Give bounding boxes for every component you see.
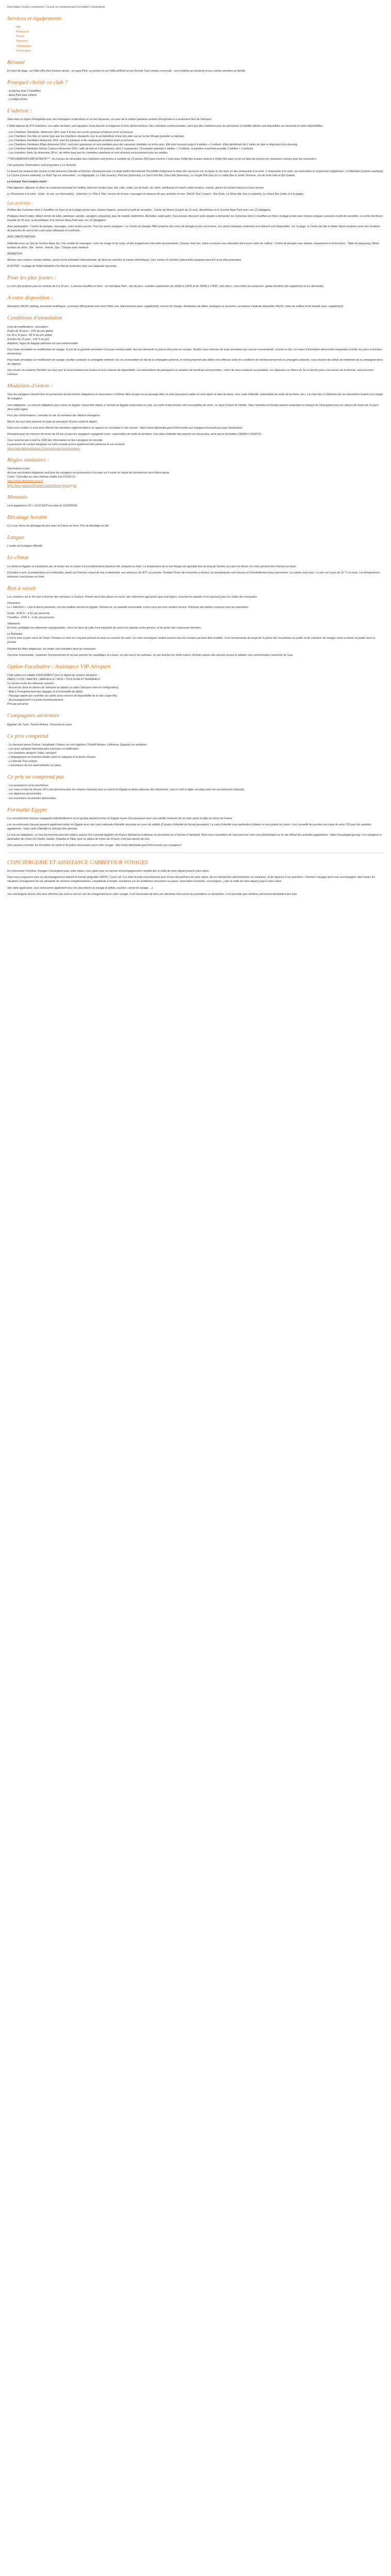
prixnecomprend-item: - Les assurances et les pourboires. [7, 784, 49, 788]
adresse-p6: Le beach bar propose des snacks et des boissons chaudes et fraîches. Restaurant avec un large buffet international. Possibilité d'organiser le dîner des vacances sur un repas le soir dans un des restaurants à la carte. 2 restaurants à la carte, sur réservation et moyennant supplément : Le Mandarin (cuisine asiatique), La Cucina (cuisine italienne), Le Roof Top sur réservation : Le Pappagallo, Le Café (snacks), Pool bar (boissons), Le Sun'n Fun Bar, Disco Bar (boissons), Le Jungle Pub (bar) et Le Lobby Bar et Jardin Terrasse. Jus de fruits frais et Bar Galerie. [7, 170, 384, 178]
formule-p1: Petit déjeuner, déjeuner et dîner au restaurant principal (en buffet), boissons locales (eau, thé, café, sodas, jus de fruits, vin, bière, spiritueux) et snacks selon horaires, snacks, glaces (à certains heures) et plus encore. [7, 187, 265, 190]
formalite-title: Formalité Egypte [7, 806, 47, 813]
prixcomprend-item: - La formule Tout compris. [7, 760, 39, 764]
climat-p2: D'octobre à avril, la température est confortable, tandis qu'il fait plus chaud de mai à septembre, aux alentours de 40°C en journée. Pendant l'hiver (de novembre à février), les températures sont douces et l'ensoleillement quasi permanent. Les pluies sont rares. La mer est à plus de 20 °C en hiver. Les températures nocturnes sont basses en hiver. [7, 571, 380, 579]
modalites-p4: Mercis de nous faire parvenir la copie du passeport 30 jours avant le départ. [7, 420, 97, 423]
horaire-p1: Il y a une heure de décalage de plus avec la France en hiver. Pas de décalage en été. [7, 524, 109, 528]
adresse-p1: Situé dans la région d'Hurghada avec ses montagnes multicolores et sa mer turquoise, au cœur de la station balnéaire animée d'Hurghada et à seulement 5km de l'aéroport. [7, 118, 213, 122]
services-list [7, 25, 384, 53]
modalites-link[interactable]: https://www.diplomatie.gouv.fr/fr/services-aux-francais/ariane/ [7, 447, 80, 451]
monnaie-p1: Livre égyptienne (1€ = 33,65 EGP à la date du 16/02/2024) [7, 504, 77, 507]
sanitaires-p1: Vaccinations à jour. [7, 467, 30, 471]
sanitaires-link[interactable]: https://www.diplomatie.gouv.fr/ [7, 480, 43, 483]
prixnecomprend-item: - Les visas et frais de dossier (25 € par personne pour les citoyens français) pour un transit en Egypte et devez disposer des documents, ceux-ci sont à régler sur place pour les ressortissants français). [7, 788, 245, 792]
activites-title: Les activités : [7, 200, 33, 206]
conditions-p2: Pour toute annulation ou modification de voyage, le prix de la garantie annulation n'est pas remboursable. Aucune demande ne pourra être prise en compte. Veuillez nous informer de toute annulation par courrier recommandé, courriel ou fax. Les dates d'annulation doivent être respectées (vérifier les jours et horaires d'ouverture). [7, 348, 383, 355]
service-item: · Restaurant [17, 30, 384, 34]
service-item: · Télévision [17, 39, 384, 43]
option-p5: Prix par personne [7, 703, 28, 706]
pourquoi-item: - Aqua Park pour enfants [7, 94, 37, 97]
option-p3: Ce service inclus les éléments suivants : [7, 682, 56, 685]
option-title: Option Facultative : Assistance VIP Aéroport [7, 663, 111, 670]
conditions-p3: Pour toute annulation ou modification de voyage, veuillez contacter la compagnie aérienne. En cas d'annulation du fait de la compagnie aérienne, le remboursement des billets sera effectué selon les conditions de remboursement de la compagnie aérienne, sous réserve des délais de traitement de la compagnie et/ou de l'agence. [7, 358, 383, 366]
conciergerie-p3: Voir votre application, vous retrouverez également tous vos documents de voyage (e-billets, voucher, carnet de voyage, ...). [7, 886, 154, 890]
sanitaires-title: Règles sanitaires : [7, 457, 50, 464]
services-title: Services et équipements [7, 15, 62, 22]
conditions-item: De 30 à 15 jours : 85 % du prix global [7, 333, 52, 337]
formalite-p2: Les ressortissants français peuvent également entrer en Egypte avec une carte nationale d'identité sécurisée en cours de validité (2 photos d'identité de format passeport). La carte d'identité vous permettra d'obtenir un visa gratuit sur place. Il est conseillé de prendre une copie de votre CNI pour les autorités égyptiennes. Votre carte d'identité ne doit pas être périmée. [7, 823, 371, 831]
sanitaires-link[interactable]: https://www.pasteur.fr/fr/centre-medical/fiches-pays/egypte [7, 484, 77, 487]
modalites-title: Modalités d'entrée : [7, 383, 53, 389]
dispo-title: A votre disposition : [7, 295, 53, 301]
prixcomprend-item: - Les transferts aéroport / hôtel / aéroport. [7, 751, 57, 755]
pourquoi-item: - Le plage privée [7, 98, 27, 101]
conditions-title: Conditions d'annulation [7, 315, 62, 321]
formalite-p4: Vous pouvez consulter les formalités de santé et de police nécessaires pour votre voyage : http://www.diplomatie.gouv.fr/fr/conseils-aux-voyageurs/ [7, 844, 182, 848]
pourquoi-title: Pourquoi choisir ce club ? [7, 79, 68, 86]
service-item: · Piscine [17, 35, 384, 39]
activites-p3: Avec participation : Centre de plongée, massages, soins et plus encore. Pour les sports nautiques : Le Centre de plongée PADI propose des cours de plongée et des excursions. Les sports nautiques motorisés et le kitesurf sont disponibles. Sur la plage, le Centre de Kite et Water Sports propose aussi des locations de planches de surf et des cours pour débutants et confirmés. [7, 225, 380, 233]
option-p2: PARIS / LYON / NANTES / MARSEILLE / NICE / TOULOUSE ET BORDEAUX [7, 677, 101, 681]
dispo-p1: Réception 24h/24, parking, personnel multilingue, connexion Wifi gratuite dans tout l'hôtel, taxi, blanchisserie (avec supplément), service de change, distributeur de billets, boutiques et souvenirs, assistance médicale disponible 24h/24, salon de coiffure et de beauté (avec supplément). [7, 305, 344, 309]
bonasavoir-p4: Guide : EUR 4 – à 5/j. par personne [7, 612, 50, 616]
option-p4: - Accueil du client en dehors de l'aéroport au départ (ou dans l'aéroport selon la configuration), - Aide à l'enregistrement des bagages et à la formalité de dépôt, - Passage rapide aux contrôles de sûreté (sous réserve de disponibilité de la voie coupe-file), - Accompagnement à la porte d'embarquement. [7, 686, 119, 702]
prixcomprend-item: - Les taxes aéroport internationales soumises à modification. [7, 747, 79, 751]
activites-p2: Pratiquez beach-volley, billard, tennis de table, pétanque, aérobic, aquagym, ping-pong, jeux de société, badminton, fléchettes, water-polo. Vous pouvez découvrir votre équipe à demander, les 6 piscines dont 2 chauffées en hiver, la plage privée avec chaises longues, parasols et prêt de serviettes, le centre de fitness (à partir de 16 ans), la discothèque et le Sunrise Aqua Park avec ses 12 toboggans. [7, 215, 383, 223]
page [0, 0, 391, 911]
conciergerie-p4: Vos conciergerie devrez être tenu informée par mail ou sms en cas de changement pour votre voyage. Il est nécessaire de faire une demande d'accord et les prestations ou demandes, il est possible que certaines personnes demandent des frais. [7, 892, 298, 896]
monnaie-title: Monnaie [7, 494, 28, 500]
resume-text: En bord de plage, cet hôtel offre bien d'autres atouts : un aqua Park, un portant et son hôtel artificiel et une formule Tout compris conviviale : une invitation au farniente et aux soirées animées en famille. [7, 69, 246, 73]
conditions-p4: Vos circuits et croisières (fondées ou non) pour le recouvrement une avance et sous réserve de disponibilité. Les réservations de participants en situation de handicap sont possibles ; merci de nous contacter au préalable. Les déjeuners ou dîners du 1er et dernier jours sont exclus de la formule, sauf précision contraire. [7, 369, 374, 377]
activites-p1: Profitez des 6 piscines dont 2 chauffées en hiver et de la plage privée avec chaises longues, parasols et prêt de serviettes ; Centre de fitness (à partir de 16 ans), discothèque et le Sunrise Aqua Park avec ses 12 toboggans. [7, 209, 271, 212]
adresse-p5: Une quinzaine d'animations sont proposées à La Veranda. [7, 164, 77, 167]
bonasavoir-p5: Chauffeur : EUR 3 – à 5/j. par personne [7, 616, 55, 620]
activites-p8: A NOTER : La plage de l'hôtel bénéficie d'un filet de protection pour une baignade sécurisée. [7, 264, 118, 268]
top-note: Description Croyzic compromé / Ce prix ne comprend pas Formalités Conciergerie [7, 6, 105, 9]
modalites-p8: La personne de contact désignée sur votre compte pourra également être prévenue le cas échéant. [7, 443, 125, 446]
prixcomprend-title: Ce prix comprend [7, 733, 48, 739]
modalites-p7: Vous recevrez par e-mail ou SMS des informations et des consignes de sécurité. [7, 438, 103, 442]
bonasavoir-p7: En hiver, privilégiez les vêtements superposables. Dans les lieux de culte il est important de couvrir les épaules et les genoux, et de porter des chaussures fermées. [7, 626, 202, 630]
bonasavoir-title: Bon à savoir [7, 585, 37, 591]
climat-p1: Le climat en Egypte se caractérise par un temps sec et chaud. Il est extrêmement chaud en été, tempéré en hiver. La température de la mer Rouge est agréable tout au long de l'année, au cœur du désert, les nuits peuvent être fraîches en hiver. [7, 565, 297, 568]
activites-p6: ANIMATION : [7, 252, 24, 256]
prixnecomprend-item: - Les excursions ou activités optionnelles. [7, 796, 57, 800]
prixcomprend-item: - L'assistance de nos représentants sur place. [7, 764, 62, 768]
climat-title: Le climat [7, 554, 29, 561]
modalites-p6: Passeport pour les mineurs de moins de 18 ans et pour les voyageurs voyageant seuls : autorisation de sortie du territoire. Une pièce d'identité des parents est nécessaire, ainsi que le formulaire CERFA n°15646*01. [7, 432, 262, 436]
conciergerie-p2: Nous vous proposons ainsi un accompagnement attentif et humain (joignable 24h/24, 7 jours sur 7) à votre écoute exclusivement pour le bon déroulement de votre séjour, de vos démarches administratives ou sanitaires, et de réponse à vos questions. Carrefour Voyages peut vous accompagner dans toutes les situations (changement de vol, demande de services complémentaires, complétude à remplir, assistance sur les problèmes rencontrés sur place, réservation d'activités, conciergerie...) dès la veille de votre départ jusqu'à votre retour. [7, 876, 376, 884]
conditions-item: Frais de modifications / annulation : [7, 325, 50, 329]
bonasavoir-p10: Pendant les fêtes religieuses, les visites sont interdites dans les mosquées. [7, 647, 97, 651]
prixnecomprend-item: - Les dépenses personnelles. [7, 792, 42, 796]
activites-p7: Animez vous soirées comme enfants, autour d'une animation internationale, de diverses activités et soirées thématiques. Des soirées et activités optionnelles payantes peuvent aussi être proposées. [7, 258, 242, 262]
bonasavoir-p2: Pourboires [7, 601, 21, 605]
bonasavoir-p8: Le Ramadan [7, 633, 23, 636]
sanitaires-p2: Aucune vaccination obligatoire sauf pour les voyageurs en provenance d'un pays où il existe un risque de transmission de la fièvre jaune. [7, 471, 170, 475]
formalite-p1: Les ressortissants français voyageant individuellement ou en groupe peuvent entrer en Egypte munis d'un passeport avec une validité minimum de six mois après la date de retour en France. [7, 817, 233, 820]
service-item: · Wifi [17, 25, 384, 29]
conciergerie-p1: En choisissant Carrefour Voyages Conciergerie pour votre séjour, vous optez pour un service d'accompagnement complet dès la veille de votre départ jusqu'à votre retour. [7, 870, 210, 873]
enfants-title: Pour les plus jeunes : [7, 274, 57, 281]
conditions-item: A plus de 30 jours : 10% du prix global [7, 329, 53, 333]
pourquoi-item: - le plumes dont 2 chauffées [7, 90, 41, 93]
horaire-title: Décalage horaire [7, 514, 47, 520]
activites-p4: AVEC PARTICIPATION : [7, 235, 37, 239]
prixnecomprend-title: Ce prix ne comprend pas [7, 774, 64, 781]
prixcomprend-item: - L'hébergement en chambre double selon la catégorie et la durée choisies. [7, 755, 97, 759]
bonasavoir-p3: Le « bakchich », c'est-à-dire le pourboire, est une tradition ancrée en Egypte. Donnez-en, en quantité raisonnable, à tous ceux qui vous rendent service. Prévoyez des petites coupures pour les pourboires. [7, 606, 249, 609]
bonasavoir-p9: C'est le mois le plus sacré de l'islam. Pendant ce mois les croyants jeûnent du lever au coucher du soleil. Les sites touristiques restent ouverts mais les horaires peuvent être modifiés. Il est recommandé de respecter le jeûne des musulmans en public et de s'abstenir de manger, boire ou fumer en public dans la journée. [7, 637, 375, 645]
modalites-p2: Visa obligatoire : Le visa est obligatoire pour entrer en Egypte. Il peut être obtenu à l'arrivée en Egypte moyennant un coût. Les tarifs et documents sont susceptibles de varier. Le Sinaï (Charm El Cheikh, Taba, Nuweiba et Dahab) requiert seulement un tampon du Sinaï gratuit pour les séjours de moins de 15 jours dans cette région. [7, 403, 379, 411]
formule-title: La formule Tout compris inclut : [7, 180, 48, 184]
service-item: · Conciergerie [17, 49, 384, 53]
bonasavoir-p6: Vêtements [7, 622, 20, 626]
bonasavoir-p1: Les croisières sur le Nil sont à réserver des semaines à l'avance. Prévoir aussi des pièces en euros, des vêtements appropriés (pas trop légers, couvrant les épaules et les genoux) pour les visites des mosquées. [7, 595, 258, 599]
activites-p5: Détendez-vous au Spa de Sunrise Aqua Joy. Une variété de massages, soins de visage et du corps, et des programmes bien-être personnalisés. Saunas, bain turc, bains à remous vous attendent ainsi qu'un salon de coiffure ; Centre de plongée avec bateau, équipement et instructeurs ; Table de ping-pong, billard, location de vélos ; Bar ; tennis ; laverie. Spa ; Clinique avec médecin. [7, 242, 380, 249]
enfants-p1: Le mini club propose pour les enfants de 4 à 12 ans : 1 piscine chauffée en hiver : un mini Aqua Park ; aire de jeux : activités supervisées de 10h00 à 12h30 et de 15h00 à 17h00 ; mini disco ; coin enfant au restaurant ; garde d'enfants (en supplément et sur demande). [7, 285, 324, 289]
conditions-item: A moins de 15 jours : 100 % du prix [7, 337, 50, 341]
prixcomprend-item: - Le transport aérien France / Hurghada / France sur vols réguliers (Turkish Airlines, Lufthansa, Egyptair) ou similaires. [7, 743, 148, 747]
formule-p2: Le Restaurant à la carte : (suite : le soir, sur réservation) - Sélection, Le Tête à Tête, service de lessive, massages et séances de spa, activités en mer. 24h/24 Tout Compris : Bar Kuba, Le Dôme Bar (bar à cocktails), Le Snack Bar (cafés et à la plage). [7, 193, 304, 196]
conciergerie-title: CONCIERGERIE ET ASSISTANCE CARREFOUR VOYAGES [7, 859, 148, 866]
option-p1: Cette option est valable UNIQUEMENT pour le départ de certains aéroports : [7, 673, 99, 677]
adresse-p3: - Les Chambres Standards, dimension 32m² avec 4 lit bay vers ou les jumeaux et balcon privé ou terrasse. - Les Chambres Vue Mer en même type que les chambres standards, leur le est bénéficier d'une très jolie vue sur la mer Rouge (partielle ou latérale). - Les Chambres Familiales dimension 32m² avec lits jumeaux et lits superposés et balcon privé ou terrasse. - Les Chambres Familiales Méga dimension 52m², sont plus spacieuses et sont parfaites pour des vacances familiales ou entre amis. Elle peut recevoir jusqu'à 4 adultes + 2 enfants. Elles bénéficient de 2 salles de bain et disposent d'un dressing. - Les Chambres familiales Deluxe 2 pièces dimension 50m², salle de bain et 4 lits jumeaux, dont 2 superposés. Occupation optimale 2 adultes + 2 enfants, occupation maximale possible 3 adultes + 2 enfants). - Les chambres Swim Up dimension 34 m², de même type que les chambres standards et sont réservés exclusivement pour les adultes. [7, 130, 298, 155]
bonasavoir-p11: Tourisme responsable : respecter l'environnement et ne pas prendre de coquillages ou coraux, ne pas nourrir les animaux, ne pas toucher les fonds marins. Acheter auprès des artisans locaux et adopter une consommation raisonnée de l'eau. [7, 653, 294, 657]
formalite-p3: Le visa est obligatoire. Le visa de tourisme peut être obtenu auprès d'un consulat égyptien en France (démarche à déposer en personne) ou à l'arrivée à l'aéroport. Nous vous conseillons de vous procurer votre visa électronique sur le site officiel des autorités égyptiennes : https://visa2egypt.gov.eg/. Les voyageurs à destination de Charm El Cheikh, Dahab, Nuweiba et Taba, pour un séjour de moins de 15 jours n'ont pas besoin de visa. [7, 833, 382, 841]
adresse-p2: L'hôtel dispose de 473 chambres. Les salles de bains sont équipées d'une douche ou baignoire et d'un sèche-cheveux. Des chambres communicantes, ainsi que des chambres pour les personnes à mobilité réduite sont disponibles sur demande et selon disponibilités. [7, 124, 324, 128]
conditions-item: Adoption, l'ajout de bagage optionnel est non remboursable. [7, 342, 79, 345]
modalites-p5: Nous vous invitons à vous tenir informé des dernières réglementations en vigueur en consultant le site suivant : https://www.diplomatie.gouv.fr/fr/conseils-aux-voyageurs/conseils-par-pays-destination/ [7, 426, 243, 430]
sanitaires-p3: Covid : Consultez les sites internet relatifs à la COVID-19 : [7, 476, 77, 479]
modalites-p1: Tous les voyageurs doivent être en possession de documents obligatoires et nécessaires à l'entrée dans le pays ou au passage dans la zone (passeport valide six mois après la date de retour, visa, carte d'identité, autorisation de sortie du territoire, etc.). Les frais liés à l'obtention de ces documents restent à la charge du voyageur. [7, 393, 383, 401]
modalites-p3: Pour plus d'informations, consultez le site du ministère des affaires étrangères. [7, 414, 101, 417]
adresse-title: L'adresse : [7, 108, 32, 114]
resume-title: Résumé [7, 59, 25, 65]
service-item: · Climatisation [17, 44, 384, 48]
compagnies-p1: Egyptair, Air Cairo, Turkish Airlines, Transavia ou autre. [7, 723, 73, 726]
compagnies-title: Compagnies aériennes [7, 713, 59, 719]
langue-p1: L'arabe est la langue officielle. [7, 545, 43, 548]
langue-title: Langue [7, 534, 24, 541]
adresse-p4: ***INFORMATION IMPORTANTE*** : Au travaux de rénovation des chambres sont prévus à compter du 15 janvier 2023 pour environ 2 mois dans l'hôtel des travaux réservé à l'hôtel (les eaux ou les en ligne de réserve les nuisances sonores pour les vacanciers. [7, 157, 317, 161]
